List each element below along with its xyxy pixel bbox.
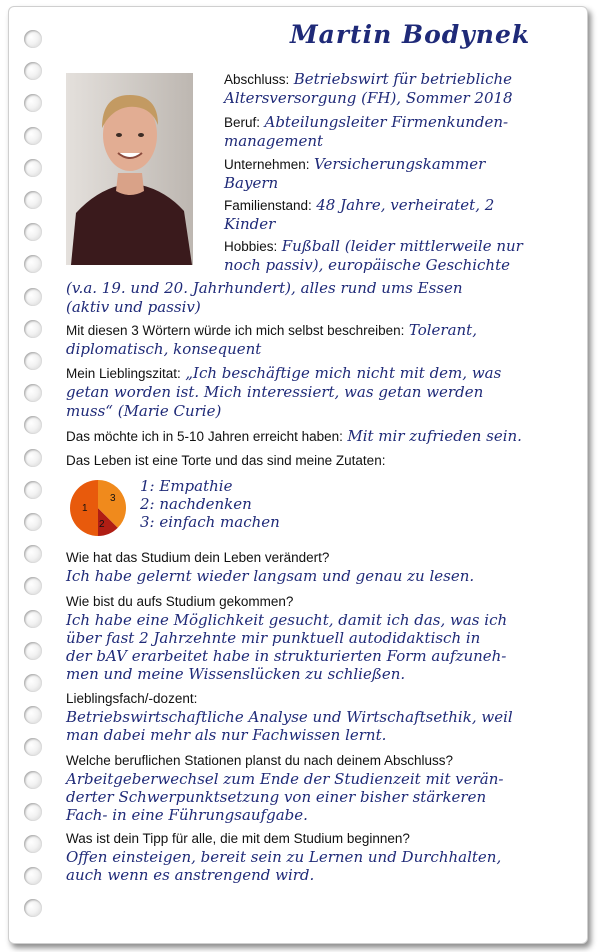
abschluss-value-cont: Altersversorgung (FH), Sommer 2018 (224, 89, 513, 107)
hobbies-value: Fußball (leider mittlerweile nur (281, 237, 523, 255)
portrait-photo (66, 73, 193, 265)
goal-label: Das möchte ich in 5-10 Jahren erreicht haben: (66, 429, 343, 444)
three-words-value: Tolerant, (408, 321, 477, 339)
binder-hole (24, 30, 42, 48)
pie-chart (68, 478, 128, 543)
binder-hole (24, 835, 42, 853)
familienstand-label: Familienstand: (224, 198, 312, 213)
binder-hole (24, 481, 42, 499)
quote-value-l3: muss“ (Marie Curie) (66, 402, 222, 420)
unternehmen-label: Unternehmen: (224, 157, 310, 172)
question: Wie hat das Studium dein Leben verändert? (66, 550, 330, 565)
binder-hole (24, 191, 42, 209)
ingredient-3: 3: einfach machen (140, 513, 280, 531)
binder-hole (24, 803, 42, 821)
question: Wie bist du aufs Studium gekommen? (66, 594, 294, 609)
quote-block (66, 364, 566, 421)
binder-hole (24, 642, 42, 660)
abschluss-label: Abschluss: (224, 72, 290, 87)
binder-hole (24, 159, 42, 177)
answer-line: Ich habe gelernt wieder langsam und genau zu lesen. (66, 567, 475, 585)
quote-label: Mein Lieblingszitat: (66, 366, 181, 381)
quote-value-l2: getan worden ist. Mich interessiert, was getan werden (66, 383, 484, 401)
pie-label-3: 3 (110, 493, 116, 504)
beruf-row (224, 113, 508, 151)
binder-hole (24, 352, 42, 370)
beruf-value-cont: management (224, 132, 324, 150)
three-words-value-cont: diplomatisch, konsequent (66, 340, 262, 358)
unternehmen-value-cont: Bayern (224, 174, 279, 192)
answer-line: derter Schwerpunktsetzung von einer bisher stärkeren (66, 788, 487, 806)
binder-hole (24, 288, 42, 306)
hobbies-value-cont: noch passiv), europäische Geschichte (224, 256, 510, 274)
answer-line: man dabei mehr als nur Fachwissen lernt. (66, 726, 387, 744)
hobbies-label: Hobbies: (224, 239, 278, 254)
pie-label-2: 2 (99, 519, 105, 530)
three-words-block (66, 321, 566, 359)
answer-line: auch wenn es anstrengend wird. (66, 866, 315, 884)
quote-value: „Ich beschäftige mich nicht mit dem, was (185, 364, 502, 382)
ingredient-1: 1: Empathie (140, 477, 233, 495)
three-words-label: Mit diesen 3 Wörtern würde ich mich selbst beschreiben: (66, 323, 405, 338)
binder-hole (24, 127, 42, 145)
cake-block (66, 452, 566, 470)
binder-hole (24, 513, 42, 531)
answer-line: Betriebswirtschaftliche Analyse und Wirtschaftsethik, weil (66, 708, 513, 726)
unternehmen-row (224, 155, 485, 193)
answer-line: Fach- in eine Führungsaufgabe. (66, 806, 308, 824)
qa-item (66, 830, 566, 884)
goal-block (66, 427, 566, 446)
answer-line: men und meine Wissenslücken zu schließen. (66, 665, 406, 683)
abschluss-row (224, 70, 513, 108)
familienstand-value-cont: Kinder (224, 215, 276, 233)
abschluss-value: Betriebswirt für betriebliche (293, 70, 513, 88)
question: Welche beruflichen Stationen planst du nach deinem Abschluss? (66, 753, 453, 768)
person-name: Martin Bodynek (290, 20, 531, 49)
cake-label: Das Leben ist eine Torte und das sind meine Zutaten: (66, 453, 386, 468)
qa-item (66, 593, 566, 683)
answer-line: über fast 2 Jahrzehnte mir punktuell autodidaktisch in (66, 629, 481, 647)
hobbies-row (224, 237, 523, 275)
goal-value: Mit mir zufrieden sein. (347, 427, 522, 445)
answer-line: Offen einsteigen, bereit sein zu Lernen und Durchhalten, (66, 848, 502, 866)
answer-line: Arbeitgeberwechsel zum Ende der Studienzeit mit verän- (66, 770, 504, 788)
answer-line: Ich habe eine Möglichkeit gesucht, damit ich das, was ich (66, 611, 508, 629)
binder-hole (24, 320, 42, 338)
beruf-label: Beruf: (224, 115, 261, 130)
answer-line: der bAV erarbeitet habe in strukturierten Form aufzuneh- (66, 647, 507, 665)
binder-hole (24, 610, 42, 628)
binder-hole (24, 771, 42, 789)
hobbies-continued (66, 279, 566, 317)
hobbies-value-l3: (v.a. 19. und 20. Jahrhundert), alles rund ums Essen (66, 279, 463, 297)
beruf-value: Abteilungsleiter Firmenkunden- (264, 113, 509, 131)
qa-item (66, 690, 566, 744)
qa-item (66, 549, 566, 585)
pie-label-1: 1 (82, 503, 88, 514)
hobbies-value-l4: (aktiv und passiv) (66, 298, 201, 316)
question: Was ist dein Tipp für alle, die mit dem Studium beginnen? (66, 831, 410, 846)
ingredient-2: 2: nachdenken (140, 495, 252, 513)
question: Lieblingsfach/-dozent: (66, 691, 198, 706)
familienstand-row (224, 196, 494, 234)
qa-item (66, 752, 566, 824)
binder-hole (24, 674, 42, 692)
familienstand-value: 48 Jahre, verheiratet, 2 (316, 196, 495, 214)
binder-hole (24, 449, 42, 467)
unternehmen-value: Versicherungskammer (314, 155, 486, 173)
